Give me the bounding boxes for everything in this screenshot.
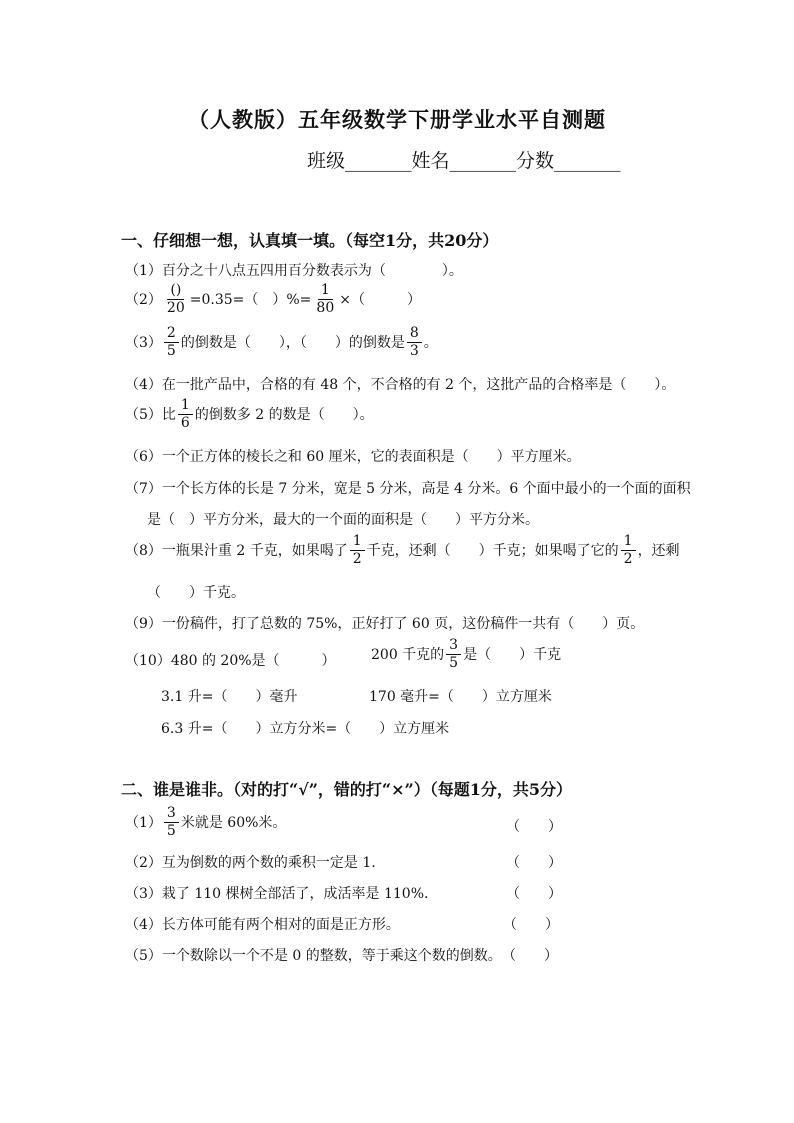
q5-suffix: 的倒数多 2 的数是（ ）。 <box>194 407 374 424</box>
judge-1-prefix: （1） <box>125 815 162 832</box>
q3-middle: 的倒数是（ ），（ ）的倒数是 <box>180 335 405 352</box>
q2-frac2-denominator: 80 <box>316 299 335 316</box>
q5-prefix: （5）比 <box>125 407 176 424</box>
q3-suffix: 。 <box>423 335 438 352</box>
question-10d: 170 毫升=（ ）立方厘米 <box>369 689 552 705</box>
question-9: （9）一份稿件，打了总数的 75%，正好打了 60 页，这份稿件一共有（ ）页。 <box>125 616 645 632</box>
judge-item-2: （2）互为倒数的两个数的乘积一定是 1. <box>125 855 376 871</box>
judge-item-3: （3）栽了 110 棵树全部活了，成活率是 110%. <box>125 886 429 902</box>
q10b-prefix: 200 千克的 <box>371 647 445 664</box>
q8-frac2-denominator: 2 <box>623 550 633 567</box>
question-7-line-1: （7）一个长方体的长是 7 分米，宽是 5 分米，高是 4 分米。6 个面中最小的一个面的面积 <box>125 481 691 497</box>
q8-frac2-numerator: 1 <box>621 534 636 551</box>
q3-frac1-numerator: 2 <box>164 326 179 343</box>
judge-5-answer-blank[interactable]: （ ） <box>502 948 558 964</box>
q2-prefix: （2） <box>125 292 162 309</box>
page-title: （人教版）五年级数学下册学业水平自测题 <box>188 107 606 132</box>
question-6: （6）一个正方体的棱长之和 60 厘米，它的表面积是（ ）平方厘米。 <box>125 449 581 465</box>
q2-middle: =0.35=（ ）%= <box>189 292 312 309</box>
q5-fraction <box>178 398 193 430</box>
judge-1-frac-numerator: 3 <box>164 806 179 823</box>
section2-heading: 二、谁是谁非。（对的打“√”，错的打“×”）（每题1分，共5分） <box>121 780 573 799</box>
q2-frac1-numerator: () <box>167 283 184 300</box>
question-10b <box>371 638 561 670</box>
q3-frac2-numerator: 8 <box>407 326 422 343</box>
question-3 <box>125 326 438 358</box>
student-info-line: 班级_______姓名_______分数_______ <box>307 150 621 172</box>
question-7-line-2: 是（ ）平方分米，最大的一个面的面积是（ ）平方分米。 <box>147 512 539 528</box>
q3-fraction-2 <box>407 326 422 358</box>
q2-fraction-2 <box>313 283 337 315</box>
question-10e: 6.3 升=（ ）立方分米=（ ）立方厘米 <box>161 721 450 737</box>
judge-1-frac-denominator: 5 <box>166 822 176 839</box>
q3-frac2-denominator: 3 <box>409 342 419 359</box>
question-4: （4）在一批产品中，合格的有 48 个，不合格的有 2 个，这批产品的合格率是（ ）。 <box>125 377 676 393</box>
question-10c: 3.1 升=（ ）毫升 <box>161 689 298 705</box>
q8-prefix: （8）一瓶果汁重 2 千克，如果喝了 <box>125 543 348 560</box>
q5-frac-denominator: 6 <box>180 414 190 431</box>
q3-prefix: （3） <box>125 335 162 352</box>
judge-item-5: （5）一个数除以一个不是 0 的整数，等于乘这个数的倒数。 <box>125 948 502 964</box>
q2-fraction-1 <box>164 283 188 315</box>
judge-1-text: 米就是 60%米。 <box>180 815 287 832</box>
q2-suffix: ×（ ） <box>339 292 421 309</box>
question-8 <box>125 534 680 566</box>
q3-fraction-1 <box>164 326 179 358</box>
q10b-fraction <box>446 638 461 670</box>
question-1: （1）百分之十八点五四用百分数表示为（ ）。 <box>125 263 463 279</box>
q10b-suffix: 是（ ）千克 <box>463 647 562 664</box>
q8-fraction-1 <box>350 534 365 566</box>
q8-suffix: ，还剩 <box>637 543 680 560</box>
question-2 <box>125 283 421 315</box>
judge-2-answer-blank[interactable]: （ ） <box>506 855 562 871</box>
q8-middle: 千克，还剩（ ）千克；如果喝了它的 <box>366 543 619 560</box>
q8-frac1-numerator: 1 <box>350 534 365 551</box>
q2-frac2-numerator: 1 <box>318 283 333 300</box>
judge-1-answer-blank[interactable]: （ ） <box>506 819 562 835</box>
judge-4-answer-blank[interactable]: （ ） <box>503 917 559 933</box>
q10b-frac-denominator: 5 <box>449 654 459 671</box>
q10b-frac-numerator: 3 <box>446 638 461 655</box>
q5-frac-numerator: 1 <box>178 398 193 415</box>
q8-frac1-denominator: 2 <box>352 550 362 567</box>
section1-heading: 一、仔细想一想，认真填一填。（每空1分，共20分） <box>121 231 499 250</box>
question-10a: （10）480 的 20%是（ ） <box>125 653 336 669</box>
judge-item-4: （4）长方体可能有两个相对的面是正方形。 <box>125 917 400 933</box>
q2-frac1-denominator: 20 <box>166 299 185 316</box>
q3-frac1-denominator: 5 <box>166 342 176 359</box>
judge-3-answer-blank[interactable]: （ ） <box>506 886 562 902</box>
question-5 <box>125 398 374 430</box>
question-8-line-2: （ ）千克。 <box>147 585 245 601</box>
q8-fraction-2 <box>621 534 636 566</box>
judge-1-fraction <box>164 806 179 838</box>
judge-item-1 <box>125 806 286 838</box>
